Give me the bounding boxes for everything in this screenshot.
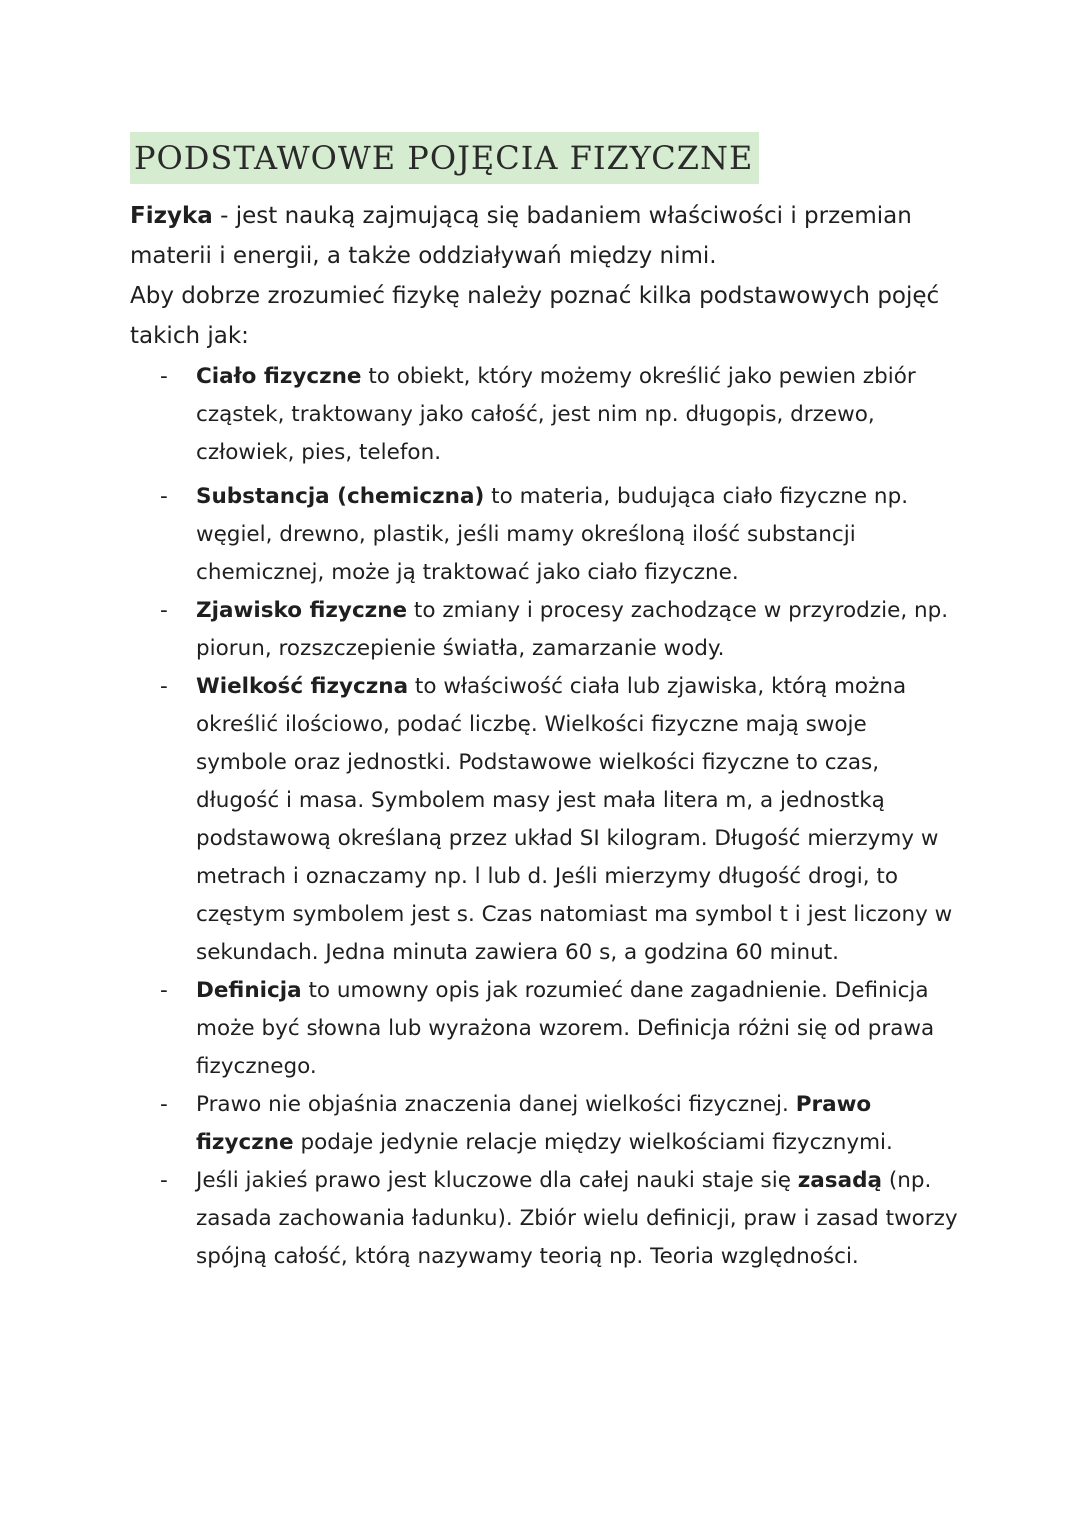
definition-pre-text: Jeśli jakieś prawo jest kluczowe dla całej nauki staje się (196, 1168, 798, 1193)
page-title: PODSTAWOWE POJĘCIA FIZYCZNE (130, 132, 759, 184)
term-wielkosc-fizyczna: Wielkość fizyczna (196, 674, 409, 699)
list-item (160, 358, 960, 472)
intro-definition (130, 196, 950, 276)
term-cialo-fizyczne: Ciało fizyczne (196, 364, 362, 389)
list-item (160, 592, 960, 668)
list-dash: - (160, 978, 168, 1003)
list-item (160, 1086, 960, 1162)
intro-paragraph (130, 196, 950, 356)
definition-text: (np. zasada zachowania ładunku). Zbiór wielu definicji, praw i zasad tworzy spójną całość, którą nazywamy teorią np. Teoria względności. (196, 1168, 958, 1269)
term-substancja: Substancja (chemiczna) (196, 484, 485, 509)
term-zjawisko-fizyczne: Zjawisko fizyczne (196, 598, 408, 623)
list-item (160, 668, 960, 972)
intro-lead-in: Aby dobrze zrozumieć fizykę należy poznać kilka podstawowych pojęć takich jak: (130, 283, 940, 349)
list-dash: - (160, 1092, 168, 1117)
term-prawo-fizyczne: Prawo fizyczne (196, 1092, 872, 1155)
definition-text: to umowny opis jak rozumieć dane zagadnienie. Definicja może być słowna lub wyrażona wzorem. Definicja różni się od prawa fizycznego. (196, 978, 935, 1079)
term-zasada: zasadą (797, 1168, 883, 1193)
list-dash: - (160, 1168, 168, 1193)
intro-term: Fizyka (130, 203, 213, 229)
list-dash: - (160, 484, 168, 509)
list-dash: - (160, 364, 168, 389)
definition-text: to zmiany i procesy zachodzące w przyrodzie, np. piorun, rozszczepienie światła, zamarzanie wody. (196, 598, 949, 661)
definition-pre-text: Prawo nie objaśnia znaczenia danej wielkości fizycznej. (196, 1092, 796, 1117)
concept-list (160, 358, 960, 1276)
definition-text: to właściwość ciała lub zjawiska, którą można określić ilościowo, podać liczbę. Wielkości fizyczne mają swoje symbole oraz jednostki. Podstawowe wielkości fizyczne to czas, długość i masa. Symbolem masy jest mała litera m, a jednostką podstawową określaną przez układ SI kilogram. Długość mierzymy w metrach i oznaczamy np. l lub d. Jeśli mierzymy długość drogi, to częstym symbolem jest s. Czas natomiast ma symbol t i jest liczony w sekundach. Jedna minuta zawiera 60 s, a godzina 60 minut. (196, 674, 953, 965)
list-item (160, 1162, 960, 1276)
definition-text: to materia, budująca ciało fizyczne np. węgiel, drewno, plastik, jeśli mamy określoną ilość substancji chemicznej, może ją traktować jako ciało fizyczne. (196, 484, 909, 585)
definition-text: podaje jedynie relacje między wielkościami fizycznymi. (293, 1130, 893, 1155)
definition-text: to obiekt, który możemy określić jako pewien zbiór cząstek, traktowany jako całość, jest nim np. długopis, drzewo, człowiek, pies, telefon. (196, 364, 916, 465)
term-definicja: Definicja (196, 978, 302, 1003)
list-dash: - (160, 598, 168, 623)
list-item (160, 972, 960, 1086)
list-dash: - (160, 674, 168, 699)
intro-definition-text: - jest nauką zajmującą się badaniem właściwości i przemian materii i energii, a także oddziaływań między nimi. (130, 203, 912, 269)
list-item (160, 478, 960, 592)
